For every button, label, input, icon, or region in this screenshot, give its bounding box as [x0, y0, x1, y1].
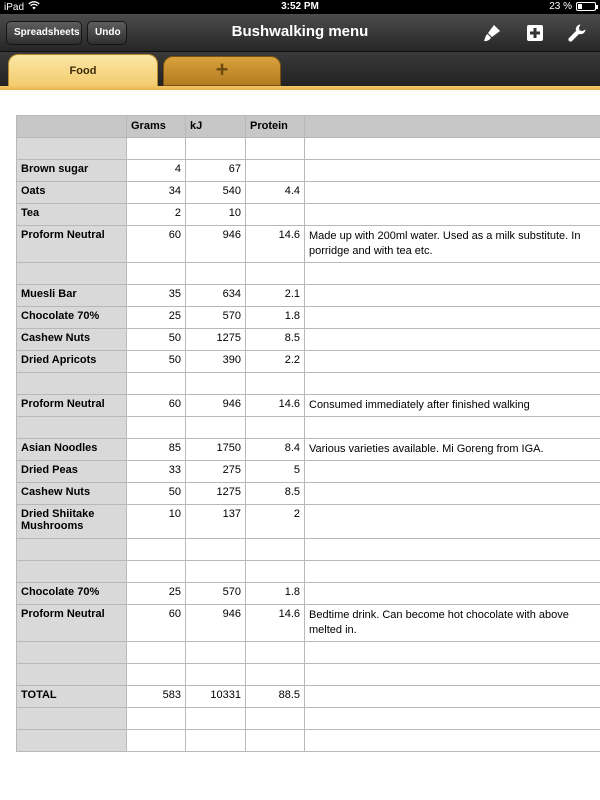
header-cell[interactable]: Grams — [127, 116, 186, 138]
add-icon[interactable] — [524, 22, 546, 44]
table-row — [17, 561, 600, 583]
header-row — [17, 116, 600, 138]
toolbar — [0, 14, 600, 52]
table-row — [17, 285, 600, 307]
note-cell[interactable] — [305, 263, 600, 285]
note-cell[interactable] — [305, 351, 600, 373]
grams-cell[interactable] — [127, 561, 186, 583]
table-row — [17, 351, 600, 373]
add-sheet-tab[interactable]: + — [163, 56, 281, 86]
protein-cell[interactable] — [246, 664, 305, 686]
note-cell[interactable]: Various varieties available. Mi Goreng from IGA. — [305, 439, 600, 461]
table-row — [17, 226, 600, 263]
note-cell[interactable] — [305, 539, 600, 561]
name-cell[interactable]: Muesli Bar — [17, 285, 127, 307]
table-row — [17, 182, 600, 204]
table-row — [17, 505, 600, 539]
note-cell[interactable] — [305, 373, 600, 395]
grams-cell[interactable]: 50 — [127, 329, 186, 351]
name-cell[interactable] — [17, 138, 127, 160]
name-cell[interactable] — [17, 263, 127, 285]
table-row — [17, 539, 600, 561]
grams-cell[interactable] — [127, 642, 186, 664]
table-row — [17, 708, 600, 730]
grams-cell[interactable]: 50 — [127, 351, 186, 373]
note-cell[interactable] — [305, 329, 600, 351]
note-cell[interactable]: Made up with 200ml water. Used as a milk substitute. In porridge and with tea etc. — [305, 226, 600, 263]
note-cell[interactable] — [305, 204, 600, 226]
protein-cell[interactable] — [246, 204, 305, 226]
status-time: 3:52 PM — [281, 1, 319, 12]
grams-cell[interactable] — [127, 708, 186, 730]
protein-cell[interactable]: 8.5 — [246, 329, 305, 351]
protein-cell[interactable]: 4.4 — [246, 182, 305, 204]
kj-cell[interactable]: 137 — [186, 505, 246, 539]
table-row — [17, 395, 600, 417]
tab-strip — [0, 52, 600, 90]
protein-cell[interactable]: 5 — [246, 461, 305, 483]
name-cell[interactable]: Oats — [17, 182, 127, 204]
name-cell[interactable]: Brown sugar — [17, 160, 127, 182]
tab-food[interactable]: Food — [8, 54, 158, 90]
table-row — [17, 329, 600, 351]
protein-cell[interactable] — [246, 160, 305, 182]
battery-icon — [576, 2, 596, 11]
name-cell[interactable]: Proform Neutral — [17, 226, 127, 263]
kj-cell[interactable]: 946 — [186, 605, 246, 642]
name-cell[interactable]: Asian Noodles — [17, 439, 127, 461]
name-cell[interactable] — [17, 561, 127, 583]
protein-cell[interactable] — [246, 561, 305, 583]
protein-cell[interactable] — [246, 373, 305, 395]
note-cell[interactable]: Consumed immediately after finished walking — [305, 395, 600, 417]
name-cell[interactable] — [17, 708, 127, 730]
kj-cell[interactable] — [186, 730, 246, 752]
undo-button[interactable]: Undo — [87, 21, 127, 45]
note-cell[interactable] — [305, 307, 600, 329]
grams-cell[interactable]: 2 — [127, 204, 186, 226]
protein-cell[interactable]: 1.8 — [246, 583, 305, 605]
table-row — [17, 730, 600, 752]
table-row — [17, 461, 600, 483]
note-cell[interactable] — [305, 642, 600, 664]
device-name: iPad — [4, 1, 25, 13]
protein-cell[interactable] — [246, 539, 305, 561]
name-cell[interactable] — [17, 417, 127, 439]
kj-cell[interactable]: 275 — [186, 461, 246, 483]
kj-cell[interactable]: 1275 — [186, 483, 246, 505]
kj-cell[interactable] — [186, 642, 246, 664]
note-cell[interactable] — [305, 708, 600, 730]
table-row — [17, 307, 600, 329]
table-row — [17, 160, 600, 182]
kj-cell[interactable]: 570 — [186, 307, 246, 329]
kj-cell[interactable]: 1750 — [186, 439, 246, 461]
protein-cell[interactable]: 14.6 — [246, 226, 305, 263]
protein-cell[interactable]: 2.2 — [246, 351, 305, 373]
kj-cell[interactable] — [186, 664, 246, 686]
name-cell[interactable]: Cashew Nuts — [17, 329, 127, 351]
table-row — [17, 263, 600, 285]
name-cell[interactable]: Dried Apricots — [17, 351, 127, 373]
grams-cell[interactable] — [127, 417, 186, 439]
status-right — [549, 1, 596, 12]
kj-cell[interactable]: 946 — [186, 395, 246, 417]
name-cell[interactable]: Tea — [17, 204, 127, 226]
kj-cell[interactable]: 540 — [186, 182, 246, 204]
table-row — [17, 204, 600, 226]
table-row — [17, 483, 600, 505]
note-cell[interactable] — [305, 686, 600, 708]
grams-cell[interactable] — [127, 664, 186, 686]
note-cell[interactable] — [305, 483, 600, 505]
grams-cell[interactable] — [127, 730, 186, 752]
name-cell[interactable] — [17, 642, 127, 664]
table-row — [17, 642, 600, 664]
grams-cell[interactable]: 34 — [127, 182, 186, 204]
kj-cell[interactable]: 1275 — [186, 329, 246, 351]
name-cell[interactable]: Chocolate 70% — [17, 583, 127, 605]
paintbrush-icon[interactable] — [481, 22, 503, 44]
name-cell[interactable] — [17, 664, 127, 686]
grams-cell[interactable]: 35 — [127, 285, 186, 307]
name-cell[interactable] — [17, 373, 127, 395]
protein-cell[interactable] — [246, 642, 305, 664]
note-cell[interactable] — [305, 285, 600, 307]
kj-cell[interactable]: 946 — [186, 226, 246, 263]
table-row — [17, 664, 600, 686]
grams-cell[interactable]: 10 — [127, 505, 186, 539]
name-cell[interactable] — [17, 539, 127, 561]
grams-cell[interactable] — [127, 373, 186, 395]
grams-cell[interactable] — [127, 138, 186, 160]
kj-cell[interactable]: 570 — [186, 583, 246, 605]
grams-cell[interactable] — [127, 263, 186, 285]
kj-cell[interactable]: 390 — [186, 351, 246, 373]
kj-cell[interactable]: 10331 — [186, 686, 246, 708]
kj-cell[interactable]: 10 — [186, 204, 246, 226]
kj-cell[interactable] — [186, 539, 246, 561]
header-cell[interactable]: Protein — [246, 116, 305, 138]
grams-cell[interactable] — [127, 539, 186, 561]
tab-underline — [0, 86, 600, 90]
grams-cell[interactable]: 33 — [127, 461, 186, 483]
note-cell[interactable] — [305, 160, 600, 182]
protein-cell[interactable]: 14.6 — [246, 395, 305, 417]
name-cell[interactable] — [17, 730, 127, 752]
protein-cell[interactable] — [246, 138, 305, 160]
grams-cell[interactable]: 85 — [127, 439, 186, 461]
note-cell[interactable] — [305, 417, 600, 439]
protein-cell[interactable]: 88.5 — [246, 686, 305, 708]
protein-cell[interactable] — [246, 730, 305, 752]
document-title: Bushwalking menu — [231, 23, 369, 40]
kj-cell[interactable]: 634 — [186, 285, 246, 307]
grams-cell[interactable]: 60 — [127, 226, 186, 263]
table-row — [17, 138, 600, 160]
protein-cell[interactable] — [246, 708, 305, 730]
protein-cell[interactable]: 14.6 — [246, 605, 305, 642]
kj-cell[interactable] — [186, 138, 246, 160]
note-cell[interactable]: Bedtime drink. Can become hot chocolate with above melted in. — [305, 605, 600, 642]
note-cell[interactable] — [305, 182, 600, 204]
header-cell[interactable] — [17, 116, 127, 138]
name-cell[interactable]: Cashew Nuts — [17, 483, 127, 505]
note-cell[interactable] — [305, 505, 600, 539]
protein-cell[interactable] — [246, 417, 305, 439]
battery-percent: 23 % — [549, 1, 572, 12]
name-cell[interactable]: Proform Neutral — [17, 395, 127, 417]
note-cell[interactable] — [305, 730, 600, 752]
protein-cell[interactable]: 1.8 — [246, 307, 305, 329]
spreadsheets-button[interactable]: Spreadsheets — [6, 21, 82, 45]
kj-cell[interactable] — [186, 708, 246, 730]
kj-cell[interactable] — [186, 373, 246, 395]
note-cell[interactable] — [305, 583, 600, 605]
table-row — [17, 417, 600, 439]
note-cell[interactable] — [305, 664, 600, 686]
kj-cell[interactable] — [186, 417, 246, 439]
name-cell[interactable]: Proform Neutral — [17, 605, 127, 642]
table-row — [17, 583, 600, 605]
protein-cell[interactable]: 2.1 — [246, 285, 305, 307]
name-cell[interactable]: TOTAL — [17, 686, 127, 708]
grams-cell[interactable]: 25 — [127, 583, 186, 605]
header-cell[interactable]: kJ — [186, 116, 246, 138]
protein-cell[interactable]: 8.4 — [246, 439, 305, 461]
spreadsheet-table — [16, 115, 600, 752]
name-cell[interactable]: Dried Shiitake Mushrooms — [17, 505, 127, 539]
grams-cell[interactable]: 60 — [127, 605, 186, 642]
table-row — [17, 439, 600, 461]
protein-cell[interactable]: 2 — [246, 505, 305, 539]
protein-cell[interactable] — [246, 263, 305, 285]
table-row — [17, 373, 600, 395]
grams-cell[interactable]: 60 — [127, 395, 186, 417]
kj-cell[interactable] — [186, 561, 246, 583]
status-bar — [0, 0, 600, 14]
protein-cell[interactable]: 8.5 — [246, 483, 305, 505]
table-row — [17, 686, 600, 708]
grams-cell[interactable]: 583 — [127, 686, 186, 708]
note-cell[interactable] — [305, 461, 600, 483]
grams-cell[interactable]: 4 — [127, 160, 186, 182]
note-cell[interactable] — [305, 138, 600, 160]
header-cell[interactable] — [305, 116, 600, 138]
battery-level — [578, 4, 582, 9]
note-cell[interactable] — [305, 561, 600, 583]
name-cell[interactable]: Dried Peas — [17, 461, 127, 483]
name-cell[interactable]: Chocolate 70% — [17, 307, 127, 329]
table-row — [17, 605, 600, 642]
grams-cell[interactable]: 50 — [127, 483, 186, 505]
grams-cell[interactable]: 25 — [127, 307, 186, 329]
kj-cell[interactable] — [186, 263, 246, 285]
kj-cell[interactable]: 67 — [186, 160, 246, 182]
wrench-icon[interactable] — [566, 22, 588, 44]
